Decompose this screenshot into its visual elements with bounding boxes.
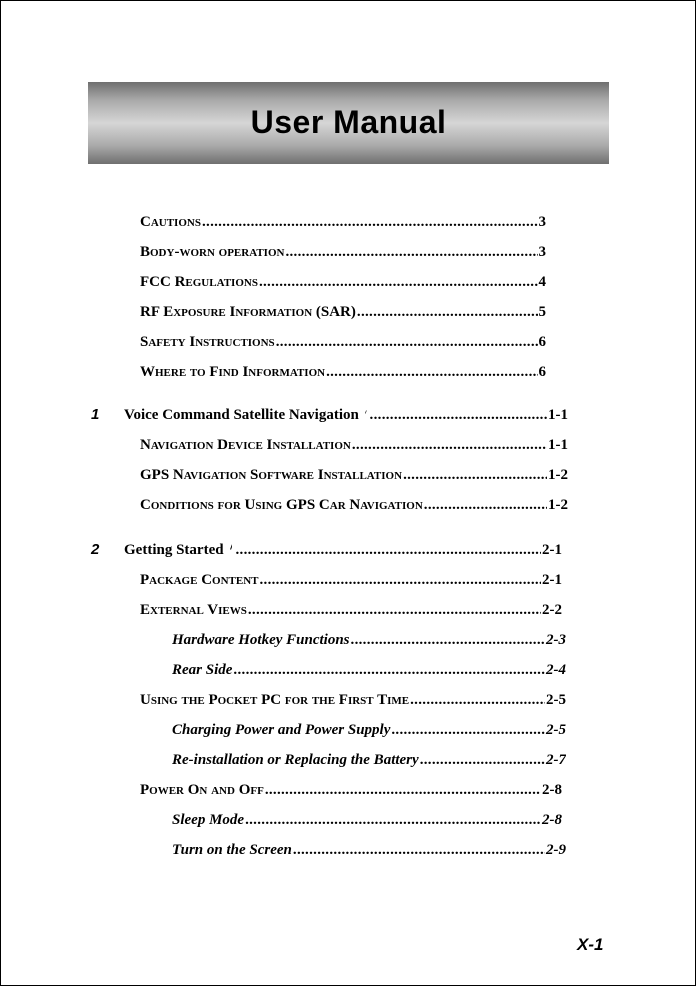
dot-leader: [357, 301, 538, 323]
toc-entry-label: FCC Regulations: [140, 274, 258, 290]
dot-leader: [293, 839, 545, 861]
toc-entry-label: Hardware Hotkey Functions: [172, 632, 350, 648]
toc-entry-external-views[interactable]: [140, 599, 562, 621]
toc-entry-label: Conditions for Using GPS Car Navigation: [140, 497, 423, 513]
toc-entry-page: 2-7: [546, 752, 566, 768]
dot-leader: [233, 659, 545, 681]
dot-leader: [235, 539, 541, 561]
dot-leader: [424, 494, 547, 516]
toc-entry-label: Navigation Device Installation: [140, 437, 351, 453]
dot-leader: [420, 749, 545, 771]
dot-leader: [370, 404, 547, 426]
toc-entry-page: 3: [538, 244, 546, 260]
toc-entry-label: External Views: [140, 602, 247, 618]
dot-leader: [403, 464, 547, 486]
chapter-page: 2-1: [542, 542, 562, 558]
toc-entry-label: RF Exposure Information (SAR): [140, 304, 356, 320]
toc-entry-label: Rear Side: [172, 662, 233, 678]
dot-leader: [410, 689, 545, 711]
toc-entry-page: 2-8: [542, 812, 562, 828]
toc-entry-label: Sleep Mode: [172, 812, 245, 828]
toc-chapter-2[interactable]: [124, 539, 562, 561]
toc-entry-charging-power[interactable]: [172, 719, 566, 741]
toc-entry-page: 3: [538, 214, 546, 230]
toc-entry-page: 2-8: [542, 782, 562, 798]
title-banner: [88, 82, 609, 164]
dot-leader: [259, 569, 541, 591]
toc-entry-rear-side[interactable]: [172, 659, 566, 681]
toc-chapter-1[interactable]: [124, 404, 568, 426]
toc-entry-rf-exposure[interactable]: [140, 301, 546, 323]
toc-entry-page: 2-5: [546, 692, 566, 708]
dot-leader: [285, 241, 537, 263]
toc-entry-label: Cautions: [140, 214, 201, 230]
toc-entry-page: 2-4: [546, 662, 566, 678]
dot-leader: [245, 809, 541, 831]
toc-entry-sleep-mode[interactable]: [172, 809, 562, 831]
toc-entry-page: 2-3: [546, 632, 566, 648]
toc-entry-label: Package Content: [140, 572, 259, 588]
toc-entry-battery[interactable]: [172, 749, 566, 771]
toc-entry-page: 2-2: [542, 602, 562, 618]
chapter-title: Voice Command Satellite Navigation: [124, 407, 359, 423]
toc-entry-label: Safety Instructions: [140, 334, 275, 350]
toc-entry-page: 6: [538, 364, 546, 380]
chapter-marker-icon: [365, 405, 367, 419]
toc-entry-page: 5: [538, 304, 546, 320]
toc-entry-page: 2-9: [546, 842, 566, 858]
toc-entry-label: Using the Pocket PC for the First Time: [140, 692, 410, 708]
toc-entry-label: Re-installation or Replacing the Battery: [172, 752, 419, 768]
toc-entry-label: Turn on the Screen: [172, 842, 292, 858]
dot-leader: [352, 434, 547, 456]
toc-entry-turn-on-screen[interactable]: [172, 839, 566, 861]
chapter-page: 1-1: [548, 407, 568, 423]
page-title: User Manual: [250, 103, 447, 140]
toc-entry-fcc[interactable]: [140, 271, 546, 293]
toc-entry-gps-software[interactable]: [140, 464, 568, 486]
toc-entry-page: 6: [538, 334, 546, 350]
toc-entry-label: Charging Power and Power Supply: [172, 722, 391, 738]
dot-leader: [259, 271, 538, 293]
toc-entry-power-on-off[interactable]: [140, 779, 562, 801]
toc-entry-label: Body-worn operation: [140, 244, 285, 260]
page-number-footer: X-1: [577, 935, 604, 954]
toc-entry-package-content[interactable]: [140, 569, 562, 591]
toc-entry-label: GPS Navigation Software Installation: [140, 467, 403, 483]
chapter-title: Getting Started: [124, 542, 224, 558]
chapter-number: 2: [91, 541, 100, 558]
chapter-marker-icon: [230, 540, 233, 554]
toc-entry-cautions[interactable]: [140, 211, 546, 233]
toc-entry-label: Where to Find Information: [140, 364, 326, 380]
toc-entry-page: 1-1: [548, 437, 568, 453]
toc-entry-page: 2-1: [542, 572, 562, 588]
dot-leader: [248, 599, 541, 621]
dot-leader: [326, 361, 537, 383]
toc-entry-page: 4: [538, 274, 546, 290]
dot-leader: [276, 331, 538, 353]
toc-entry-label: Power On and Off: [140, 782, 264, 798]
toc-entry-where-to-find[interactable]: [140, 361, 546, 383]
toc-entry-page: 1-2: [548, 467, 568, 483]
toc-entry-page: 1-2: [548, 497, 568, 513]
toc-entry-safety[interactable]: [140, 331, 546, 353]
toc-entry-body-worn[interactable]: [140, 241, 546, 263]
toc-entry-navigation-device[interactable]: [140, 434, 568, 456]
dot-leader: [265, 779, 541, 801]
chapter-number: 1: [91, 406, 100, 423]
toc-entry-conditions[interactable]: [140, 494, 568, 516]
dot-leader: [351, 629, 545, 651]
toc-entry-page: 2-5: [546, 722, 566, 738]
dot-leader: [202, 211, 538, 233]
toc-entry-hardware-hotkey[interactable]: [172, 629, 566, 651]
toc-entry-first-time[interactable]: [140, 689, 566, 711]
dot-leader: [391, 719, 545, 741]
